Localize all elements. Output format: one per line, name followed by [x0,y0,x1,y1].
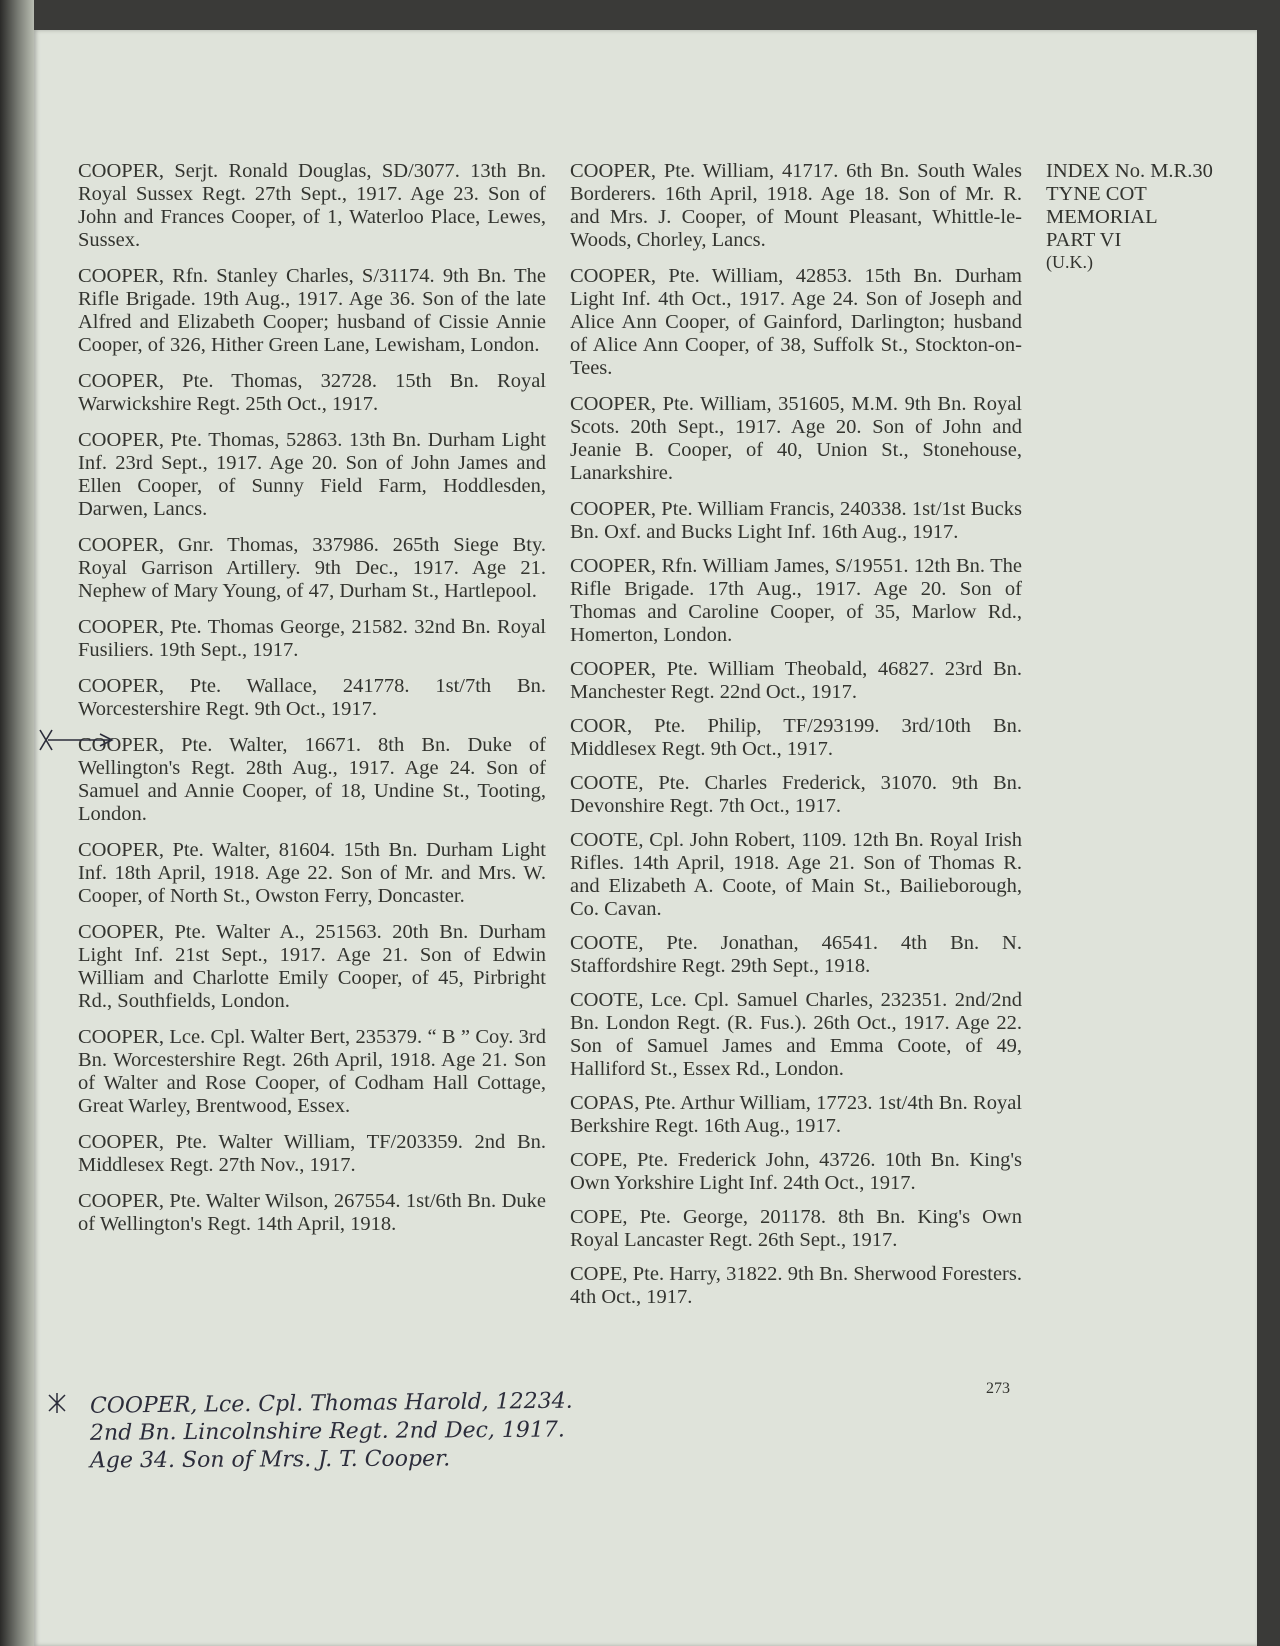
register-entry: COOR, Pte. Philip, TF/293199. 3rd/10th Bn. Middlesex Regt. 9th Oct., 1917. [570,715,1022,760]
register-entry: COOTE, Pte. Charles Frederick, 31070. 9th Bn. Devonshire Regt. 7th Oct., 1917. [570,772,1022,817]
register-entry: COOTE, Cpl. John Robert, 1109. 12th Bn. Royal Irish Rifles. 14th April, 1918. Age 21. Son of Thomas R. and Elizabeth A. Coote, of Main St., Bailieborough, Co. Cavan. [570,829,1022,920]
country-label: (U.K.) [1046,252,1093,272]
register-entry: COOPER, Pte. William, 42853. 15th Bn. Durham Light Inf. 4th Oct., 1917. Age 24. Son of Joseph and Alice Ann Cooper, of Gainford, Darlington; husband of Alice Ann Cooper, of 38, Suffolk St., Stockton-on-Tees. [570,265,1022,379]
page-number: 273 [986,1380,1010,1397]
register-entry: COOPER, Pte. William, 41717. 6th Bn. South Wales Borderers. 16th April, 1918. Age 18. Son of Mr. R. and Mrs. J. Cooper, of Mount Pleasant, Whittle-le-Woods, Chorley, Lancs. [570,160,1022,251]
register-entry: COPAS, Pte. Arthur William, 17723. 1st/4th Bn. Royal Berkshire Regt. 16th Aug., 1917. [570,1092,1022,1137]
part-label: PART VI [1046,229,1122,251]
memorial-label: MEMORIAL [1046,206,1158,228]
register-entry: COOPER, Pte. Thomas, 32728. 15th Bn. Royal Warwickshire Regt. 25th Oct., 1917. [78,370,546,415]
handwritten-line: Age 34. Son of Mrs. J. T. Cooper. [89,1446,451,1474]
register-entry: COOPER, Pte. Walter, 16671. 8th Bn. Duke of Wellington's Regt. 28th Aug., 1917. Age 24. Son of Samuel and Annie Cooper, of 18, Undine St., Tooting, London. [78,734,546,825]
register-entry: COOPER, Pte. William Theobald, 46827. 23rd Bn. Manchester Regt. 22nd Oct., 1917. [570,658,1022,703]
register-entry: COOPER, Lce. Cpl. Walter Bert, 235379. “ B ” Coy. 3rd Bn. Worcestershire Regt. 26th April, 1918. Age 21. Son of Walter and Rose Cooper, of Codham Hall Cottage, Great Warley, Brentwood, Essex. [78,1026,546,1117]
register-entry: COOPER, Pte. William, 351605, M.M. 9th Bn. Royal Scots. 20th Sept., 1917. Age 20. Son of John and Jeanie B. Cooper, of 40, Union St., Stonehouse, Lanarkshire. [570,393,1022,484]
register-entry: COOPER, Rfn. Stanley Charles, S/31174. 9th Bn. The Rifle Brigade. 19th Aug., 1917. Age 36. Son of the late Alfred and Elizabeth Cooper; husband of Cissie Annie Cooper, of 326, Hither Green Lane, Lewisham, London. [78,265,546,356]
register-entry: COPE, Pte. George, 201178. 8th Bn. King's Own Royal Lancaster Regt. 26th Sept., 1917. [570,1206,1022,1251]
middle-column [570,160,1022,1320]
register-entry: COOPER, Pte. Thomas, 52863. 13th Bn. Durham Light Inf. 23rd Sept., 1917. Age 20. Son of John James and Ellen Cooper, of Sunny Field Farm, Hoddlesden, Darwen, Lancs. [78,429,546,520]
register-entry: COOPER, Rfn. William James, S/19551. 12th Bn. The Rifle Brigade. 17th Aug., 1917. Age 20. Son of Thomas and Caroline Cooper, of 35, Marlow Rd., Homerton, London. [570,555,1022,646]
handwritten-note [90,1390,610,1474]
memorial-name: TYNE COT [1046,183,1147,205]
annotation-arrow-icon [34,724,164,764]
handwritten-line: COOPER, Lce. Cpl. Thomas Harold, 12234. [89,1388,573,1419]
register-entry: COOTE, Lce. Cpl. Samuel Charles, 232351. 2nd/2nd Bn. London Regt. (R. Fus.). 26th Oct., 1917. Age 22. Son of Samuel James and Emma Coote, of 49, Halliford St., Essex Rd., London. [570,989,1022,1080]
index-header [1046,160,1246,272]
register-entry: COOPER, Pte. Walter Wilson, 267554. 1st/6th Bn. Duke of Wellington's Regt. 14th April, 1918. [78,1190,546,1235]
register-entry: COOPER, Pte. Thomas George, 21582. 32nd Bn. Royal Fusiliers. 19th Sept., 1917. [78,616,546,661]
index-number: INDEX No. M.R.30 [1046,160,1213,182]
register-entry: COOPER, Serjt. Ronald Douglas, SD/3077. 13th Bn. Royal Sussex Regt. 27th Sept., 1917. Age 23. Son of John and Frances Cooper, of 1, Waterloo Place, Lewes, Sussex. [78,160,546,251]
register-entry: COOPER, Pte. Walter, 81604. 15th Bn. Durham Light Inf. 18th April, 1918. Age 22. Son of Mr. and Mrs. W. Cooper, of North St., Owston Ferry, Doncaster. [78,839,546,907]
register-entry: COOPER, Pte. Wallace, 241778. 1st/7th Bn. Worcestershire Regt. 9th Oct., 1917. [78,675,546,720]
register-entry: COOPER, Gnr. Thomas, 337986. 265th Siege Bty. Royal Garrison Artillery. 9th Dec., 1917. Age 21. Nephew of Mary Young, of 47, Durham St., Hartlepool. [78,534,546,602]
left-column [78,160,546,1249]
register-entry: COOPER, Pte. Walter William, TF/203359. 2nd Bn. Middlesex Regt. 27th Nov., 1917. [78,1131,546,1176]
register-entry: COPE, Pte. Harry, 31822. 9th Bn. Sherwood Foresters. 4th Oct., 1917. [570,1263,1022,1308]
register-page [34,30,1257,1646]
register-entry: COOPER, Pte. Walter A., 251563. 20th Bn. Durham Light Inf. 21st Sept., 1917. Age 21. Son of Edwin William and Charlotte Emily Cooper, of 45, Pirbright Rd., Southfields, London. [78,921,546,1012]
register-entry: COOTE, Pte. Jonathan, 46541. 4th Bn. N. Staffordshire Regt. 29th Sept., 1918. [570,932,1022,977]
register-entry: COPE, Pte. Frederick John, 43726. 10th Bn. King's Own Yorkshire Light Inf. 24th Oct., 1917. [570,1149,1022,1194]
register-entry: COOPER, Pte. William Francis, 240338. 1st/1st Bucks Bn. Oxf. and Bucks Light Inf. 16th Aug., 1917. [570,498,1022,543]
handwritten-line: 2nd Bn. Lincolnshire Regt. 2nd Dec, 1917. [89,1417,565,1446]
adjacent-page-edge [0,0,34,1646]
annotation-star-icon [44,1390,70,1416]
